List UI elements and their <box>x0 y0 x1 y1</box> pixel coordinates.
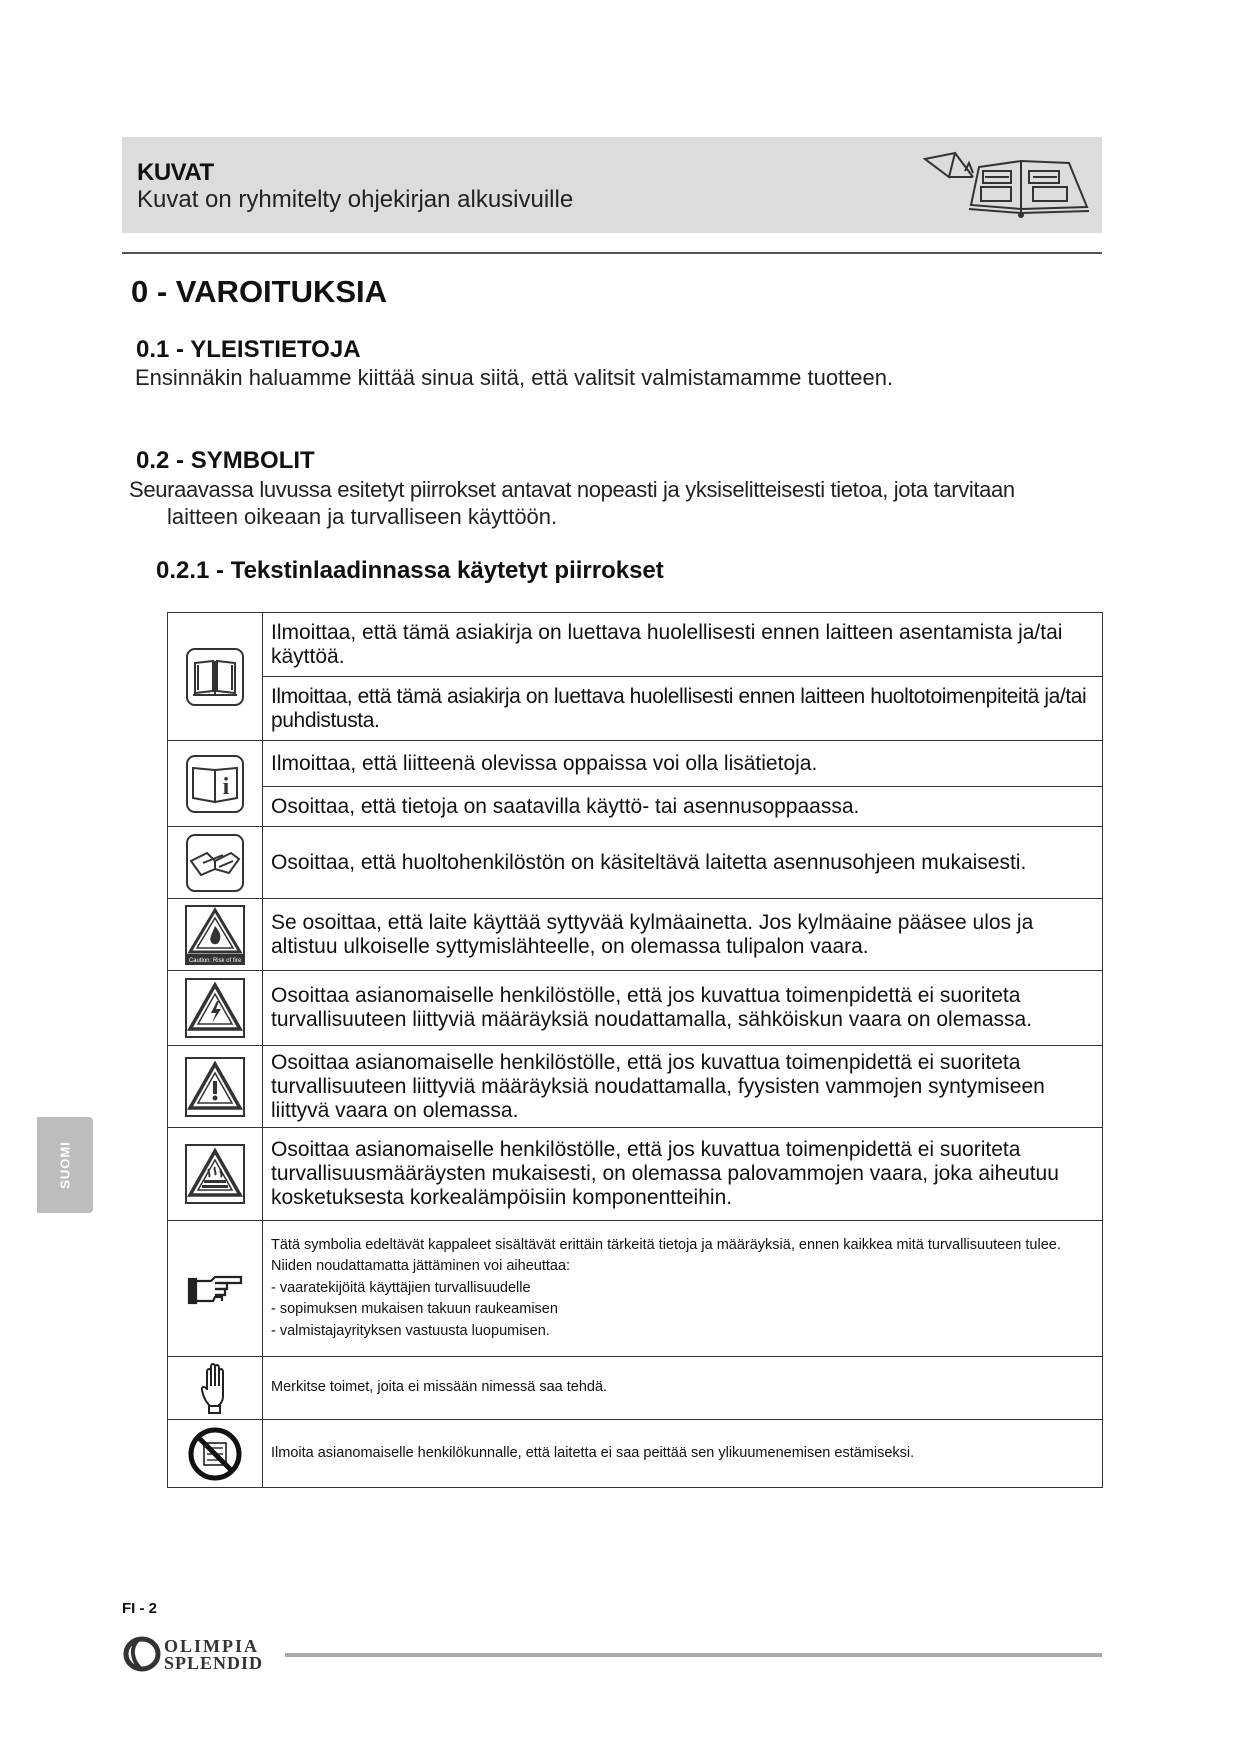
pointer-item: - sopimuksen mukaisen takuun raukeamisen <box>271 1301 558 1318</box>
language-side-tab-label: SUOMI <box>57 1141 73 1189</box>
info-manual-icon <box>185 754 245 814</box>
symbol-cell-flammable <box>168 899 263 971</box>
flammable-warning-icon <box>184 904 246 966</box>
section-heading-0-1: 0.1 - YLEISTIETOJA <box>136 336 361 363</box>
read-manual-icon <box>185 647 245 707</box>
service-manual-icon <box>185 833 245 893</box>
symbol-desc-info-2: Osoittaa, että tietoja on saatavilla käyttö- tai asennusoppaassa. <box>263 787 1103 827</box>
open-manual-icon <box>921 147 1096 223</box>
page-number: FI - 2 <box>122 1600 158 1617</box>
pointing-hand-icon <box>185 1269 245 1309</box>
header-subtitle: Kuvat on ryhmitelty ohjekirjan alkusivuille <box>137 186 574 213</box>
section-text-0-2-line1: Seuraavassa luvussa esitetyt piirrokset antavat nopeasti ja yksiselitteisesti tietoa, jota tarvitaan <box>129 477 1015 502</box>
symbol-desc-nocover: Ilmoita asianomaiselle henkilökunnalle, että laitetta ei saa peittää sen ylikuumenemisen estämiseksi. <box>263 1420 1103 1488</box>
symbol-desc-hot: Osoittaa asianomaiselle henkilöstölle, että jos kuvattua toimenpidettä ei suoriteta turvallisuusmääräysten mukaisesti, on olemassa palovammojen vaara, joka aiheutuu kosketuksesta korkealämpöisiin komponentteihin. <box>263 1128 1103 1221</box>
symbol-desc-general: Osoittaa asianomaiselle henkilöstölle, että jos kuvattua toimenpidettä ei suoriteta turvallisuuteen liittyviä määräyksiä noudattamalla, fyysisten vammojen syntymiseen liittyvä vaara on olemassa. <box>263 1046 1103 1128</box>
electric-shock-warning-icon <box>184 977 246 1039</box>
section-heading-0-2-1: 0.2.1 - Tekstinlaadinnassa käytetyt piirrokset <box>156 557 664 584</box>
symbol-desc-service: Osoittaa, että huoltohenkilöstön on käsiteltävä laitetta asennusohjeen mukaisesti. <box>263 827 1103 899</box>
symbol-cell-service <box>168 827 263 899</box>
header-divider <box>122 252 1102 254</box>
symbol-desc-info-1: Ilmoittaa, että liitteenä olevissa oppaissa voi olla lisätietoja. <box>263 741 1103 787</box>
symbol-cell-nocover <box>168 1420 263 1488</box>
symbol-cell-book <box>168 613 263 741</box>
symbol-desc-electric: Osoittaa asianomaiselle henkilöstölle, että jos kuvattua toimenpidettä ei suoriteta turvallisuuteen liittyviä määräyksiä noudattamalla, sähköiskun vaara on olemassa. <box>263 971 1103 1046</box>
brand-name-line2: SPLENDID <box>164 1653 264 1673</box>
pointer-item: - vaaratekijöitä käyttäjien turvallisuudelle <box>271 1279 531 1296</box>
section-heading-0-2: 0.2 - SYMBOLIT <box>136 447 315 474</box>
pointer-intro: Tätä symbolia edeltävät kappaleet sisältävät erittäin tärkeitä tietoja ja määräyksiä, ennen kaikkea mitä turvallisuuteen tulee. Niiden noudattamatta jättäminen voi aiheuttaa: <box>271 1236 1061 1275</box>
symbol-desc-flammable: Se osoittaa, että laite käyttää syttyvää kylmäainetta. Jos kylmäaine pääsee ulos ja altistuu ulkoiselle syttymislähteelle, on olemassa tulipalon vaara. <box>263 899 1103 971</box>
symbol-cell-pointer <box>168 1221 263 1357</box>
symbol-cell-hot <box>168 1128 263 1221</box>
brand-logo <box>122 1634 292 1674</box>
svg-text:i: i <box>222 773 230 800</box>
symbol-cell-general <box>168 1046 263 1128</box>
footer-divider <box>285 1653 1102 1657</box>
brand-name-line1: OLIMPIA <box>164 1636 259 1656</box>
brand-logo-mark-icon <box>122 1636 162 1672</box>
symbol-cell-electric <box>168 971 263 1046</box>
section-heading-0: 0 - VAROITUKSIA <box>131 274 388 309</box>
header-title: KUVAT <box>137 159 214 186</box>
do-not-cover-icon <box>187 1426 243 1482</box>
flammable-caption: Caution: Risk of fire <box>188 957 242 964</box>
hot-surface-warning-icon <box>184 1143 246 1205</box>
symbol-desc-hand: Merkitse toimet, joita ei missään nimessä saa tehdä. <box>263 1357 1103 1420</box>
section-text-0-2-line2: laitteen oikeaan ja turvalliseen käyttöön. <box>167 504 558 529</box>
symbol-desc-book-2: Ilmoittaa, että tämä asiakirja on luettava huolellisesti ennen laitteen huoltotoimenpiteitä ja/tai puhdistusta. <box>263 677 1103 741</box>
pointer-item: - valmistajayrityksen vastuusta luopumisen. <box>271 1322 550 1339</box>
section-text-0-1: Ensinnäkin haluamme kiittää sinua siitä, että valitsit valmistamamme tuotteen. <box>135 365 894 390</box>
header-banner <box>122 137 1102 233</box>
symbol-cell-hand <box>168 1357 263 1420</box>
symbols-table <box>167 612 1103 1488</box>
general-hazard-warning-icon <box>184 1056 246 1118</box>
symbol-desc-book-1: Ilmoittaa, että tämä asiakirja on luettava huolellisesti ennen laitteen asentamista ja/tai käyttöä. <box>263 613 1103 677</box>
symbol-desc-pointer <box>263 1221 1103 1357</box>
language-side-tab <box>37 1117 93 1213</box>
stop-hand-icon <box>198 1362 232 1414</box>
symbol-cell-info <box>168 741 263 827</box>
